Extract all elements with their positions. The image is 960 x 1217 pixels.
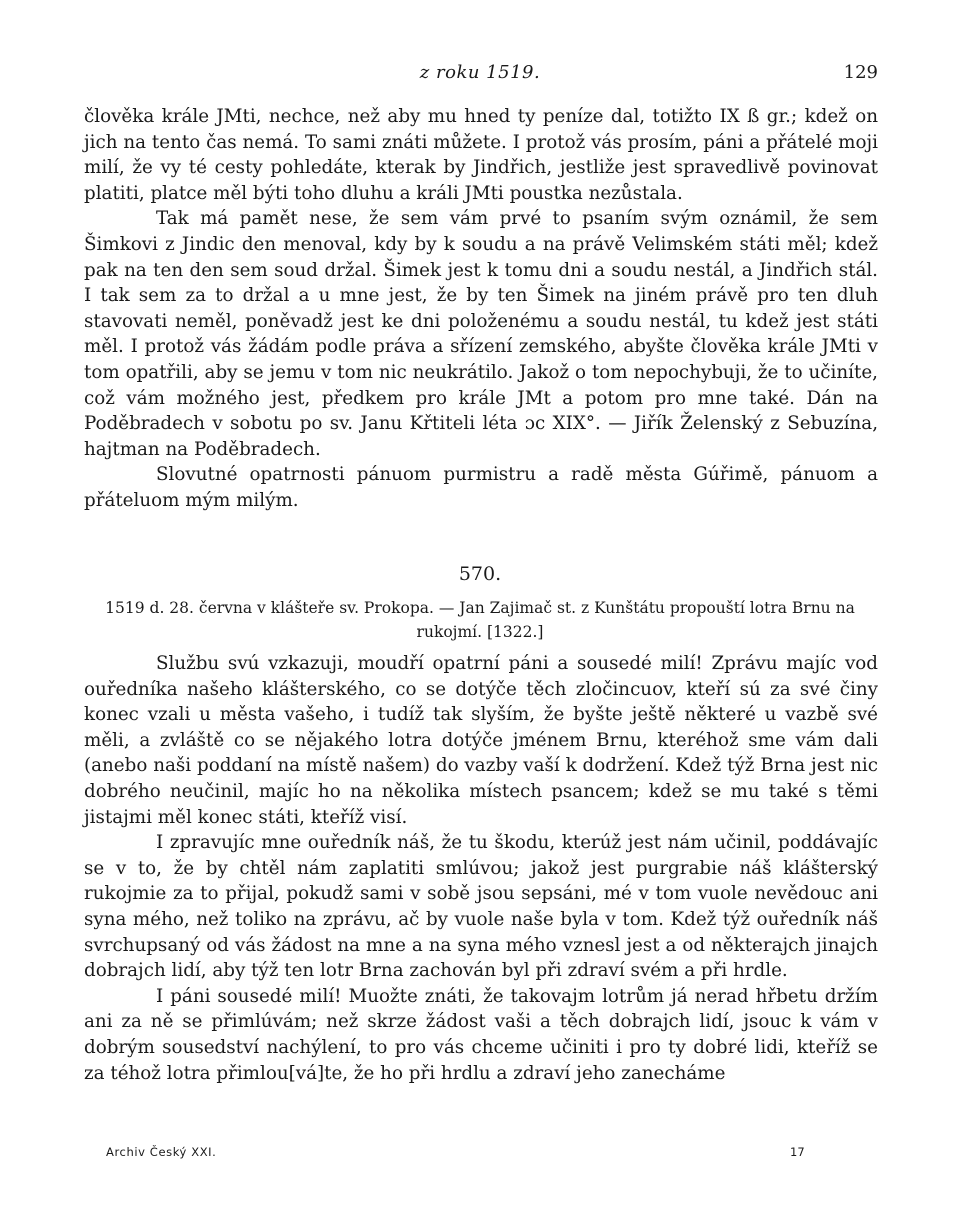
letter-text — [84, 651, 878, 1086]
running-title: z roku 1519. — [419, 62, 541, 83]
continued-letter-text — [84, 104, 878, 514]
paragraph: I páni sousedé milí! Muožte znáti, že takovajm lotrům já nerad hřbetu držím ani za ně se přimlúvám; než skrze žádost vaši a těch dobrajch lidí, jsouc k vám v dobrým sousedství nachýlení, to pro vás chceme učiniti i pro ty dobré lidi, kteříž se za téhož lotra přimlou[vá]te, že ho při hrdlu a zdraví jeho zanecháme — [84, 985, 878, 1084]
document-regest: 1519 d. 28. června v klášteře sv. Prokopa. — Jan Zajimač st. z Kunštátu propouští lotra Brnu na rukojmí. [1322.] — [105, 599, 855, 641]
footer-signature: 17 — [790, 1145, 805, 1159]
paragraph: I zpravujíc mne ouředník náš, že tu škodu, kterúž jest nám učinil, poddávajíc se v to, že by chtěl nám zaplatiti smlúvou; jakož jest purgrabie náš klášterský rukojmie za to přijal, pokudž sami v sobě jsou sepsáni, mé v tom vuole nevědouc ani syna mého, než toliko na zprávu, ač by vuole naše byla v tom. Kdež týž ouředník náš svrchupsaný od vás žádost na mne a na syna mého vznesl jest a od některajch jinajch dobrajch lidí, aby týž ten lotr Brna zachován byl při zdraví svém a při hrdle. — [84, 832, 878, 982]
paragraph: člověka krále JMti, nechce, než aby mu hned ty peníze dal, totižto IX ß gr.; kdež on jich na tento čas nemá. To sami znáti můžete. I protož vás prosím, páni a přátelé moji milí, že vy té cesty pohledáte, kterak by Jindřich, jestliže jest spravedlivě povinovat platiti, platce měl býti toho dluhu a králi JMti poustka nezůstala. — [84, 106, 878, 204]
footer-source: Archiv Český XXI. — [106, 1145, 217, 1159]
paragraph: Tak má pamět nese, že sem vám prvé to psaním svým oznámil, že sem Šimkovi z Jindic den menoval, kdy by k soudu a na právě Velimském státi měl; kdež pak na ten den sem soud držal. Šimek jest k tomu dni a soudu nestál, a Jindřich stál. I tak sem za to držal a u mne jest, že by ten Šimek na jiném právě pro ten dluh stavovati neměl, poněvadž jest ke dni položenému a soudu nestál, tu kdež jest státi měl. I protož vás žádám podle práva a sřízení zemského, abyšte člověka krále JMti v tom opatřili, aby se jemu v tom nic neukrátilo. Jakož o tom nepochybuji, že to učiníte, což vám možného jest, předkem pro krále JMt a potom pro mne také. Dán na Poděbradech v sobotu po sv. Janu Křtiteli léta ɔc XIX°. — Jiřík Želenský z Sebuzína, hajtman na Poděbradech. — [84, 208, 878, 460]
paragraph: Službu svú vzkazuji, moudří opatrní páni a sousedé milí! Zprávu majíc vod ouředníka našeho klášterského, co se dotýče těch zločincuov, kteří sú za své činy konec vzali u města vašeho, i tudíž tak slyším, že byšte ještě některé u vazbě své měli, a zvláště co se nějakého lotra dotýče jménem Brnu, kteréhož sme vám dali (anebo naši poddaní na místě našem) do vazby vaší k dodržení. Kdež týž Brna jest nic dobrého neučinil, majíc ho na několika místech psancem; kdež se mu také s těmi jistajmi měl konec státi, kteříž visí. — [84, 653, 878, 828]
document-number: 570. — [458, 563, 502, 585]
page-number: 129 — [843, 62, 878, 83]
address-paragraph: Slovutné opatrnosti pánuom purmistru a radě města Gúřimě, pánuom a přáteluom mým milým. — [84, 464, 878, 511]
